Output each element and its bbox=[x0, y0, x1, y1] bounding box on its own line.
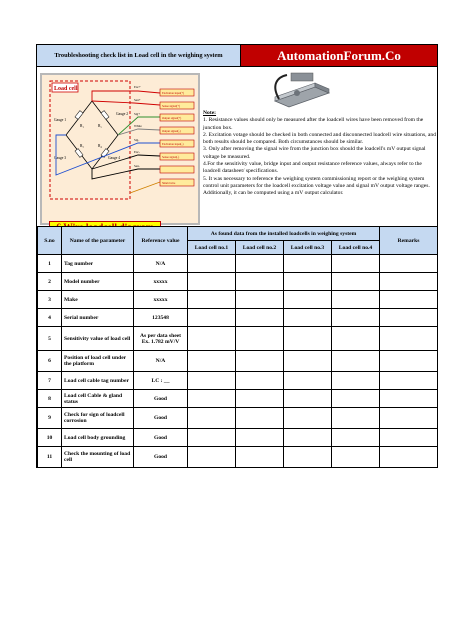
loadcell-wiring-diagram bbox=[40, 73, 200, 225]
wire-tag-sig-minus: Sig- bbox=[134, 138, 140, 142]
wire-tag-exc-minus: Exc- bbox=[134, 150, 141, 154]
row-loadcell-3-value bbox=[284, 372, 332, 390]
brand-banner: AutomationForum.Co bbox=[241, 45, 437, 67]
row-parameter: Check for sign of loadcell corrosion bbox=[62, 408, 134, 429]
row-remarks bbox=[380, 273, 438, 291]
row-parameter: Sensitivity value of load cell bbox=[62, 327, 134, 351]
row-loadcell-1-value bbox=[188, 309, 236, 327]
row-loadcell-4-value bbox=[332, 327, 380, 351]
row-remarks bbox=[380, 291, 438, 309]
sheet-title: Troubleshooting check list in Load cell in the weighing system bbox=[37, 45, 241, 67]
row-loadcell-3-value bbox=[284, 273, 332, 291]
notes-block bbox=[203, 110, 437, 198]
row-sno: 5 bbox=[38, 327, 62, 351]
row-sno: 2 bbox=[38, 273, 62, 291]
row-reference: Good bbox=[134, 447, 188, 468]
col-header-loadcell-3: Load cell no.3 bbox=[284, 241, 332, 255]
row-loadcell-2-value bbox=[236, 327, 284, 351]
row-loadcell-4-value bbox=[332, 390, 380, 408]
row-reference: N/A bbox=[134, 255, 188, 273]
row-remarks bbox=[380, 408, 438, 429]
row-parameter: Load cell cable tag number bbox=[62, 372, 134, 390]
row-loadcell-3-value bbox=[284, 327, 332, 351]
row-sno: 9 bbox=[38, 408, 62, 429]
note-1: 1. Resistance values should only be measured after the loadcell wires have been removed from the junction box. bbox=[203, 117, 424, 131]
row-parameter: Load cell body grounding bbox=[62, 429, 134, 447]
table-row bbox=[38, 390, 438, 408]
row-parameter: Load cell Cable & gland status bbox=[62, 390, 134, 408]
row-loadcell-1-value bbox=[188, 408, 236, 429]
row-reference: As per data sheet Ex. 1.782 mV/V bbox=[134, 327, 188, 351]
row-loadcell-2-value bbox=[236, 291, 284, 309]
row-loadcell-3-value bbox=[284, 291, 332, 309]
row-reference: Good bbox=[134, 390, 188, 408]
row-loadcell-1-value bbox=[188, 429, 236, 447]
row-reference: xxxxx bbox=[134, 291, 188, 309]
row-loadcell-1-value bbox=[188, 273, 236, 291]
row-remarks bbox=[380, 309, 438, 327]
row-loadcell-4-value bbox=[332, 255, 380, 273]
row-loadcell-4-value bbox=[332, 351, 380, 372]
loadcell-photo bbox=[267, 71, 337, 111]
row-loadcell-2-value bbox=[236, 372, 284, 390]
row-loadcell-4-value bbox=[332, 273, 380, 291]
col-header-parameter: Name of the parameter bbox=[62, 227, 134, 255]
wire-tag-sen-minus: Sen- bbox=[134, 164, 140, 168]
col-header-found-data: As found data from the installed loadcells in weighing system bbox=[188, 227, 380, 241]
row-parameter: Tag number bbox=[62, 255, 134, 273]
checklist-table bbox=[37, 226, 438, 468]
row-loadcell-4-value bbox=[332, 408, 380, 429]
table-row bbox=[38, 309, 438, 327]
row-loadcell-2-value bbox=[236, 390, 284, 408]
resistor-1-label: R₁ bbox=[80, 124, 84, 128]
row-sno: 1 bbox=[38, 255, 62, 273]
notes-title: Note: bbox=[203, 110, 217, 116]
note-4: 4.For the sensitivity value, bridge input and output resistance reference values, always refer to the loadcell datasheet/ specifications. bbox=[203, 161, 422, 175]
note-2: 2. Excitation votage should be checked in both connected and disconnected loadcell wire situations, and both results should be compared. Both circumstances should be similar. bbox=[203, 131, 437, 146]
gauge-4-label: Gauge 4 bbox=[108, 156, 121, 160]
table-row bbox=[38, 408, 438, 429]
table-row bbox=[38, 273, 438, 291]
row-parameter: Serial number bbox=[62, 309, 134, 327]
row-loadcell-4-value bbox=[332, 309, 380, 327]
box-excitation-plus: Excitation input(+) bbox=[162, 91, 185, 95]
row-loadcell-2-value bbox=[236, 429, 284, 447]
resistor-3-label: R₃ bbox=[80, 144, 84, 148]
row-sno: 11 bbox=[38, 447, 62, 468]
row-loadcell-1-value bbox=[188, 255, 236, 273]
row-loadcell-4-value bbox=[332, 291, 380, 309]
row-loadcell-1-value bbox=[188, 390, 236, 408]
wire-tag-white: White bbox=[134, 124, 142, 128]
wiring-diagram-graphic bbox=[42, 75, 198, 223]
gauge-1-label: Gauge 1 bbox=[54, 118, 67, 122]
table-row bbox=[38, 429, 438, 447]
row-reference: Good bbox=[134, 408, 188, 429]
row-loadcell-2-value bbox=[236, 273, 284, 291]
box-output-minus: Output signal(-) bbox=[162, 129, 181, 133]
col-header-sno: S.no bbox=[38, 227, 62, 255]
row-loadcell-4-value bbox=[332, 447, 380, 468]
row-loadcell-3-value bbox=[284, 309, 332, 327]
table-row bbox=[38, 351, 438, 372]
col-header-reference: Reference value bbox=[134, 227, 188, 255]
row-loadcell-3-value bbox=[284, 390, 332, 408]
col-header-loadcell-2: Load cell no.2 bbox=[236, 241, 284, 255]
row-loadcell-2-value bbox=[236, 255, 284, 273]
wire-tag-exc-plus: Exc+ bbox=[134, 85, 141, 89]
row-loadcell-3-value bbox=[284, 408, 332, 429]
row-loadcell-3-value bbox=[284, 447, 332, 468]
row-remarks bbox=[380, 255, 438, 273]
table-row bbox=[38, 372, 438, 390]
box-excitation-minus: Excitation input(-) bbox=[162, 142, 184, 146]
row-reference: N/A bbox=[134, 351, 188, 372]
box-output-plus: Output signal(+) bbox=[162, 116, 182, 120]
row-remarks bbox=[380, 447, 438, 468]
table-row bbox=[38, 291, 438, 309]
row-parameter: Check the mounting of load cell bbox=[62, 447, 134, 468]
row-loadcell-1-value bbox=[188, 447, 236, 468]
checklist-sheet bbox=[36, 44, 438, 468]
box-sense-minus: Sense signal(-) bbox=[162, 155, 180, 159]
table-row bbox=[38, 327, 438, 351]
wire-tag-sig-plus: Sig+ bbox=[134, 112, 141, 116]
row-loadcell-3-value bbox=[284, 255, 332, 273]
row-loadcell-1-value bbox=[188, 351, 236, 372]
row-loadcell-1-value bbox=[188, 291, 236, 309]
col-header-loadcell-1: Load cell no.1 bbox=[188, 241, 236, 255]
row-loadcell-2-value bbox=[236, 447, 284, 468]
resistor-4-label: R₄ bbox=[98, 144, 102, 148]
gauge-3-label: Gauge 3 bbox=[54, 156, 67, 160]
row-remarks bbox=[380, 351, 438, 372]
row-sno: 7 bbox=[38, 372, 62, 390]
row-parameter: Position of load cell under the platform bbox=[62, 351, 134, 372]
row-loadcell-2-value bbox=[236, 351, 284, 372]
row-reference: xxxxx bbox=[134, 273, 188, 291]
box-sense-plus: Sense signal(+) bbox=[162, 104, 180, 108]
note-3: 3. Only after removing the signal wire from the junction box should the loadcell's mV output signal voltage be measured. bbox=[203, 146, 426, 160]
box-shield: Shield wire bbox=[162, 181, 176, 185]
row-loadcell-3-value bbox=[284, 429, 332, 447]
row-loadcell-4-value bbox=[332, 372, 380, 390]
col-header-loadcell-4: Load cell no.4 bbox=[332, 241, 380, 255]
row-loadcell-2-value bbox=[236, 408, 284, 429]
row-reference: LC : __ bbox=[134, 372, 188, 390]
row-remarks bbox=[380, 327, 438, 351]
row-remarks bbox=[380, 372, 438, 390]
wire-tag-sen-plus: Sen+ bbox=[134, 98, 141, 102]
row-parameter: Make bbox=[62, 291, 134, 309]
row-reference: Good bbox=[134, 429, 188, 447]
row-parameter: Model number bbox=[62, 273, 134, 291]
gauge-2-label: Gauge 2 bbox=[116, 112, 129, 116]
row-loadcell-2-value bbox=[236, 309, 284, 327]
row-remarks bbox=[380, 429, 438, 447]
row-reference: 123548 bbox=[134, 309, 188, 327]
row-sno: 3 bbox=[38, 291, 62, 309]
row-loadcell-1-value bbox=[188, 372, 236, 390]
note-5: 5. It was necessary to reference the weighing system commissioning report or the weighing system control unit parameters for the loadcell excitation voltage value and signal mV output voltage ranges. Additionally, it can be computed using a mV output calculator. bbox=[203, 175, 430, 197]
table-row bbox=[38, 447, 438, 468]
load-cell-label: Load cell bbox=[54, 86, 78, 92]
row-loadcell-4-value bbox=[332, 429, 380, 447]
row-sno: 10 bbox=[38, 429, 62, 447]
row-sno: 4 bbox=[38, 309, 62, 327]
row-loadcell-3-value bbox=[284, 351, 332, 372]
table-row bbox=[38, 255, 438, 273]
row-sno: 8 bbox=[38, 390, 62, 408]
row-loadcell-1-value bbox=[188, 327, 236, 351]
row-sno: 6 bbox=[38, 351, 62, 372]
col-header-remarks: Remarks bbox=[380, 227, 438, 255]
row-remarks bbox=[380, 390, 438, 408]
resistor-2-label: R₂ bbox=[98, 124, 102, 128]
